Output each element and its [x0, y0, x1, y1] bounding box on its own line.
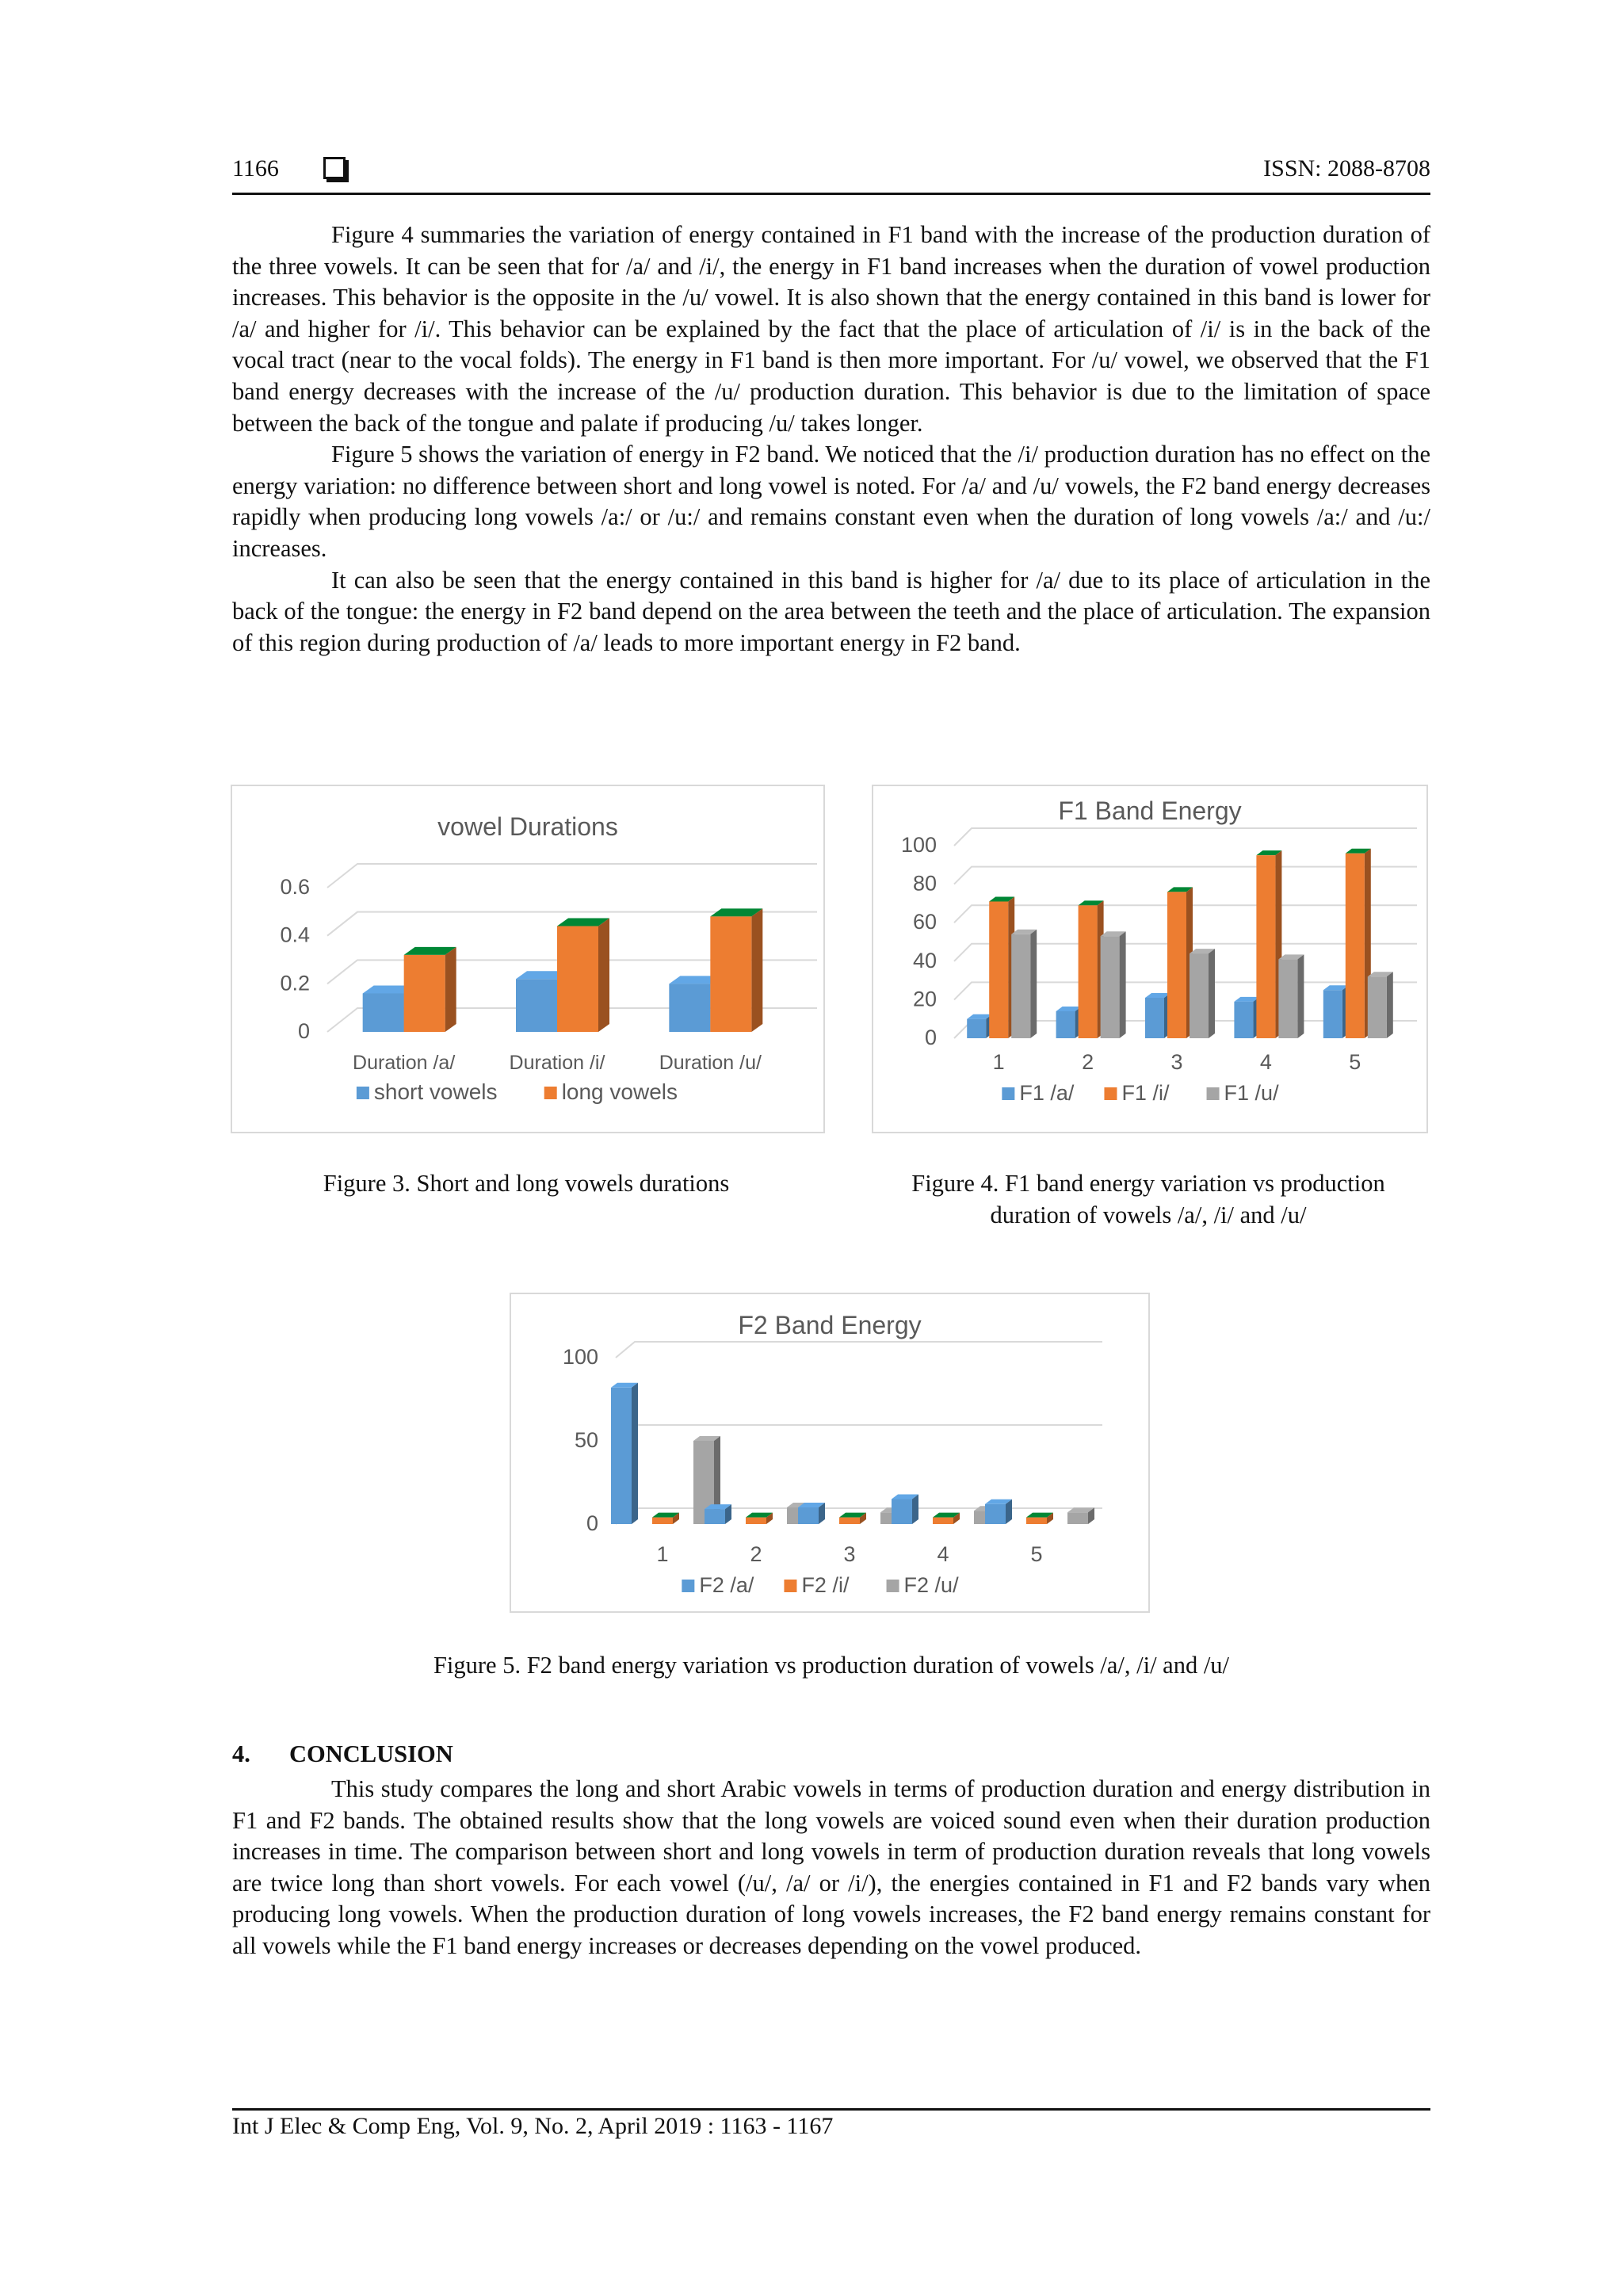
x-tick-label: 5 — [1349, 1050, 1361, 1074]
chart-legend — [357, 1079, 678, 1104]
gridline — [954, 828, 1417, 846]
page-header — [232, 155, 1430, 187]
bar — [933, 1518, 953, 1524]
page-number: 1166 — [232, 155, 279, 181]
legend-label: long vowels — [561, 1079, 678, 1104]
figure-5-caption: Figure 5. F2 band energy variation vs production duration of vowels /a/, /i/ and /u/ — [433, 1652, 1230, 1679]
y-tick-label: 0 — [924, 1026, 937, 1049]
bar — [839, 1518, 860, 1524]
f1-band-energy-chart — [873, 786, 1426, 1132]
section-number: 4. — [232, 1740, 250, 1767]
x-tick-label: Duration /i/ — [509, 1052, 605, 1074]
x-tick-label: 2 — [1082, 1050, 1094, 1074]
bar-side — [1030, 930, 1037, 1038]
section-heading — [232, 1740, 453, 1768]
y-tick-label: 60 — [912, 910, 937, 934]
bar — [985, 1504, 1006, 1524]
section-title: CONCLUSION — [289, 1740, 453, 1767]
bar — [1011, 934, 1030, 1038]
bar-side — [912, 1495, 918, 1525]
x-tick-label: Duration /u/ — [659, 1052, 762, 1074]
header-rule — [232, 193, 1430, 195]
x-tick-label: 5 — [1030, 1542, 1043, 1566]
bar-side — [598, 919, 609, 1032]
y-tick-label: 100 — [562, 1345, 598, 1369]
y-tick-label: 80 — [912, 871, 937, 896]
chart-title: F2 Band Energy — [738, 1311, 922, 1339]
x-tick-label: 4 — [1259, 1050, 1272, 1074]
bar-side — [1387, 972, 1393, 1038]
bar — [1167, 892, 1186, 1038]
legend-label: F1 /a/ — [1019, 1081, 1075, 1105]
conclusion-text — [232, 1774, 1430, 1962]
footer-rule — [232, 2108, 1430, 2111]
paragraph: Figure 5 shows the variation of energy in F2 band. We noticed that the /i/ production duration has no effect on the energy variation: no difference between short and long vowel is noted. For /a/ and /u/ vowels, the F2 band energy decreases rapidly when producing long vowels /a:/ or /u:/ and remains constant even when the duration of long vowels /a:/ and /u:/ increases. — [232, 441, 1430, 562]
gridline — [327, 864, 817, 888]
f2-band-energy-chart — [511, 1294, 1148, 1611]
x-tick-label: 3 — [843, 1542, 856, 1566]
legend-label: F2 /u/ — [903, 1573, 959, 1597]
y-tick-label: 100 — [900, 833, 937, 857]
x-tick-label: 4 — [937, 1542, 949, 1566]
y-tick-label: 0.6 — [280, 875, 310, 899]
bar — [611, 1388, 632, 1524]
legend-swatch — [357, 1087, 369, 1099]
figure-3-chart — [231, 785, 825, 1133]
legend-swatch — [544, 1087, 557, 1099]
figure-3-caption: Figure 3. Short and long vowels durations — [323, 1170, 730, 1197]
legend-swatch — [1002, 1087, 1014, 1100]
bar — [557, 926, 598, 1032]
legend-label: F1 /i/ — [1121, 1081, 1170, 1105]
bar — [1190, 953, 1209, 1038]
x-tick-label: 2 — [750, 1542, 762, 1566]
bar — [1067, 1512, 1088, 1524]
bar — [1079, 905, 1098, 1038]
bar — [669, 984, 710, 1032]
paragraph: It can also be seen that the energy contained in this band is higher for /a/ due to its place of articulation in the back of the tongue: the energy in F2 band depend on the area between the teeth and the place of articulation. The expansion of this region during production of /a/ leads to more important energy in F2 band. — [232, 566, 1430, 656]
x-tick-label: 3 — [1170, 1050, 1183, 1074]
chart-legend — [1002, 1081, 1279, 1105]
legend-label: F2 /i/ — [801, 1573, 850, 1597]
bar — [1368, 976, 1387, 1038]
bar — [705, 1509, 725, 1524]
chart-title: vowel Durations — [437, 812, 618, 841]
bar — [404, 955, 445, 1032]
bar — [1145, 998, 1164, 1038]
bar — [1256, 855, 1275, 1038]
chart-legend — [682, 1573, 959, 1597]
bar-side — [751, 908, 762, 1032]
y-tick-label: 20 — [912, 987, 937, 1011]
bar-side — [632, 1383, 638, 1524]
x-tick-label: Duration /a/ — [353, 1052, 456, 1074]
gridline — [616, 1425, 1102, 1441]
legend-swatch — [1104, 1087, 1117, 1100]
legend-swatch — [887, 1580, 899, 1592]
bar — [989, 901, 1008, 1038]
y-tick-label: 40 — [912, 948, 937, 972]
bar-side — [1209, 949, 1215, 1038]
bar-side — [1120, 931, 1126, 1038]
y-tick-label: 0 — [297, 1019, 310, 1043]
y-tick-label: 0.2 — [280, 971, 310, 995]
vowel-durations-chart — [232, 786, 823, 1132]
bar — [1323, 990, 1342, 1038]
figure-4-chart — [872, 785, 1428, 1133]
bar-side — [1297, 954, 1304, 1038]
x-tick-label: 1 — [992, 1050, 1005, 1074]
bar — [1234, 1002, 1253, 1038]
bar — [652, 1518, 673, 1524]
checkbox-icon — [323, 157, 346, 179]
bar — [1026, 1518, 1047, 1524]
x-tick-label: 1 — [656, 1542, 669, 1566]
figure-4-caption: Figure 4. F1 band energy variation vs production duration of vowels /a/, /i/ and /u/ — [911, 1170, 1385, 1228]
figure-5-chart — [510, 1293, 1150, 1613]
legend-label: short vowels — [373, 1079, 498, 1104]
legend-label: F1 /u/ — [1224, 1081, 1279, 1105]
y-tick-label: 0.4 — [280, 923, 310, 947]
bar — [1278, 959, 1297, 1038]
bar — [1101, 936, 1120, 1038]
y-tick-label: 0 — [586, 1511, 598, 1535]
bar — [892, 1499, 912, 1525]
page-footer: Int J Elec & Comp Eng, Vol. 9, No. 2, April 2019 : 1163 - 1167 — [232, 2113, 834, 2139]
bar-side — [445, 947, 456, 1032]
chart-title: F1 Band Energy — [1058, 797, 1242, 825]
gridline — [616, 1342, 1102, 1358]
legend-swatch — [1207, 1087, 1220, 1100]
bar — [798, 1507, 819, 1524]
bar — [1056, 1011, 1075, 1038]
paragraph: Figure 4 summaries the variation of energy contained in F1 band with the increase of the production duration of the three vowels. It can be seen that for /a/ and /i/, the energy in F1 band increases when the duration of vowel production increases. This behavior is the opposite in the /u/ vowel. It is also shown that the energy contained in this band is lower for /a/ and higher for /i/. This behavior can be explained by the fact that the place of articulation of /i/ is in the back of the vocal tract (near to the vocal folds). The energy in F1 band is then more important. For /u/ vowel, we observed that the F1 band energy decreases with the increase of the /u/ production duration. This behavior is due to the limitation of space between the back of the tongue and palate if producing /u/ takes longer. — [232, 221, 1430, 437]
legend-swatch — [784, 1580, 796, 1592]
journal-issn: ISSN: 2088-8708 — [1263, 155, 1430, 181]
bar — [1346, 854, 1365, 1038]
legend-label: F2 /a/ — [699, 1573, 754, 1597]
paragraph: This study compares the long and short Arabic vowels in terms of production duration and energy distribution in F1 and F2 bands. The obtained results show that the long vowels are voiced sound even when their duration production increases in time. The comparison between short and long vowels in term of production duration reveals that long vowels are twice long than short vowels. For each vowel (/u/, /a/ or /i/), the energies contained in F1 and F2 bands vary when producing long vowels. When the production duration of long vowels increases, the F2 band energy remains constant for all vowels while the F1 band energy increases or decreases depending on the vowel produced. — [232, 1775, 1430, 1959]
bar — [516, 979, 557, 1032]
bar — [363, 993, 404, 1032]
bar — [710, 916, 751, 1032]
bar — [746, 1518, 766, 1524]
y-tick-label: 50 — [574, 1428, 598, 1452]
bar — [967, 1019, 986, 1038]
legend-swatch — [682, 1580, 694, 1592]
body-text — [232, 220, 1430, 659]
